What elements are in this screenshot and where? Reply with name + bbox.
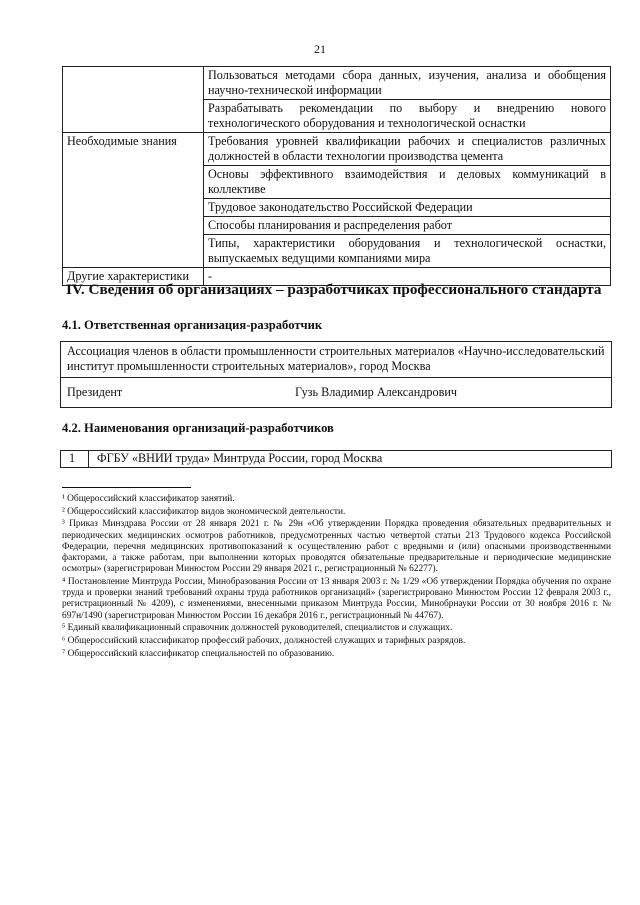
table-cell: Пользоваться методами сбора данных, изучения, анализа и обобщения научно-технической информации (204, 67, 611, 100)
footnote: ⁶ Общероссийский классификатор профессий рабочих, должностей служащих и тарифных разрядов. (62, 635, 466, 646)
head-name: Гузь Владимир Александрович (295, 385, 458, 399)
table-row (63, 133, 611, 166)
section-title: IV. Сведения об организациях – разработчиках профессионального стандарта (66, 281, 602, 298)
org-head-row (61, 378, 611, 407)
developer-org-row (60, 450, 612, 468)
table-cell: Трудовое законодательство Российской Федерации (204, 199, 611, 217)
row-label (63, 67, 204, 133)
footnote: ² Общероссийский классификатор видов экономической деятельности. (62, 506, 346, 517)
subsection-title-developer-orgs: 4.2. Наименования организаций-разработчиков (62, 421, 334, 435)
table-cell: Требования уровней квалификации рабочих и специалистов различных должностей в области технологии производства цемента (204, 133, 611, 166)
developer-org-number: 1 (61, 451, 89, 467)
head-position: Президент (67, 385, 123, 399)
footnote: ⁴ Постановление Минтруда России, Минобразования России от 13 января 2003 г. № 1/29 «Об утверждении Порядка обучения по охране труда и проверки знаний требований охраны труда работников организаций» (зарегистрировано Минюстом России 12 февраля 2003 г., регистрационный № 4209), с изменениями, внесенными приказом Минтруда России, Минобрнауки России от 30 ноября 2016 г. № 697н/1490 (зарегистрирован Минюстом России 16 декабря 2016 г., регистрационный № 44767). (62, 576, 611, 621)
footnote: ⁷ Общероссийский классификатор специальностей по образованию. (62, 648, 335, 659)
table-cell: Основы эффективного взаимодействия и деловых коммуникаций в коллективе (204, 166, 611, 199)
table-row (63, 67, 611, 100)
footnote-divider (62, 487, 191, 488)
table-cell: Типы, характеристики оборудования и технологической оснастки, выпускаемых ведущими компаниями мира (204, 235, 611, 268)
table-cell: Разрабатывать рекомендации по выбору и внедрению нового технологического оборудования и технологической оснастки (204, 100, 611, 133)
page-number: 21 (314, 42, 326, 56)
footnotes (62, 494, 611, 661)
footnote: ¹ Общероссийский классификатор занятий. (62, 494, 235, 504)
developer-org-name: ФГБУ «ВНИИ труда» Минтруда России, город Москва (97, 451, 383, 465)
responsible-org-box (60, 341, 612, 408)
subsection-title-responsible-org: 4.1. Ответственная организация-разработчик (62, 318, 323, 332)
table-cell: - (204, 268, 611, 286)
footnote: ³ Приказ Минздрава России от 28 января 2021 г. № 29н «Об утверждении Порядка проведения обязательных предварительных и периодических медицинских осмотров работников, предусмотренных частью четвертой статьи 213 Трудового кодекса Российской Федерации, перечня медицинских противопоказаний к осуществлению работ с вредными и (или) опасными производственными факторами, а также работам, при выполнении которых проводятся обязательные предварительные и периодические медицинские осмотры» (зарегистрирован Минюстом России 29 января 2021 г., регистрационный № 62277). (62, 519, 611, 575)
org-name: Ассоциация членов в области промышленности строительных материалов «Научно-исследовательский институт промышленности строительных материалов», город Москва (61, 342, 611, 378)
row-label-required-knowledge: Необходимые знания (63, 133, 204, 268)
competency-table (62, 66, 611, 286)
footnote: ⁵ Единый квалификационный справочник должностей руководителей, специалистов и служащих. (62, 623, 453, 634)
table-cell: Способы планирования и распределения работ (204, 217, 611, 235)
row-label-other-characteristics: Другие характеристики (63, 268, 204, 286)
